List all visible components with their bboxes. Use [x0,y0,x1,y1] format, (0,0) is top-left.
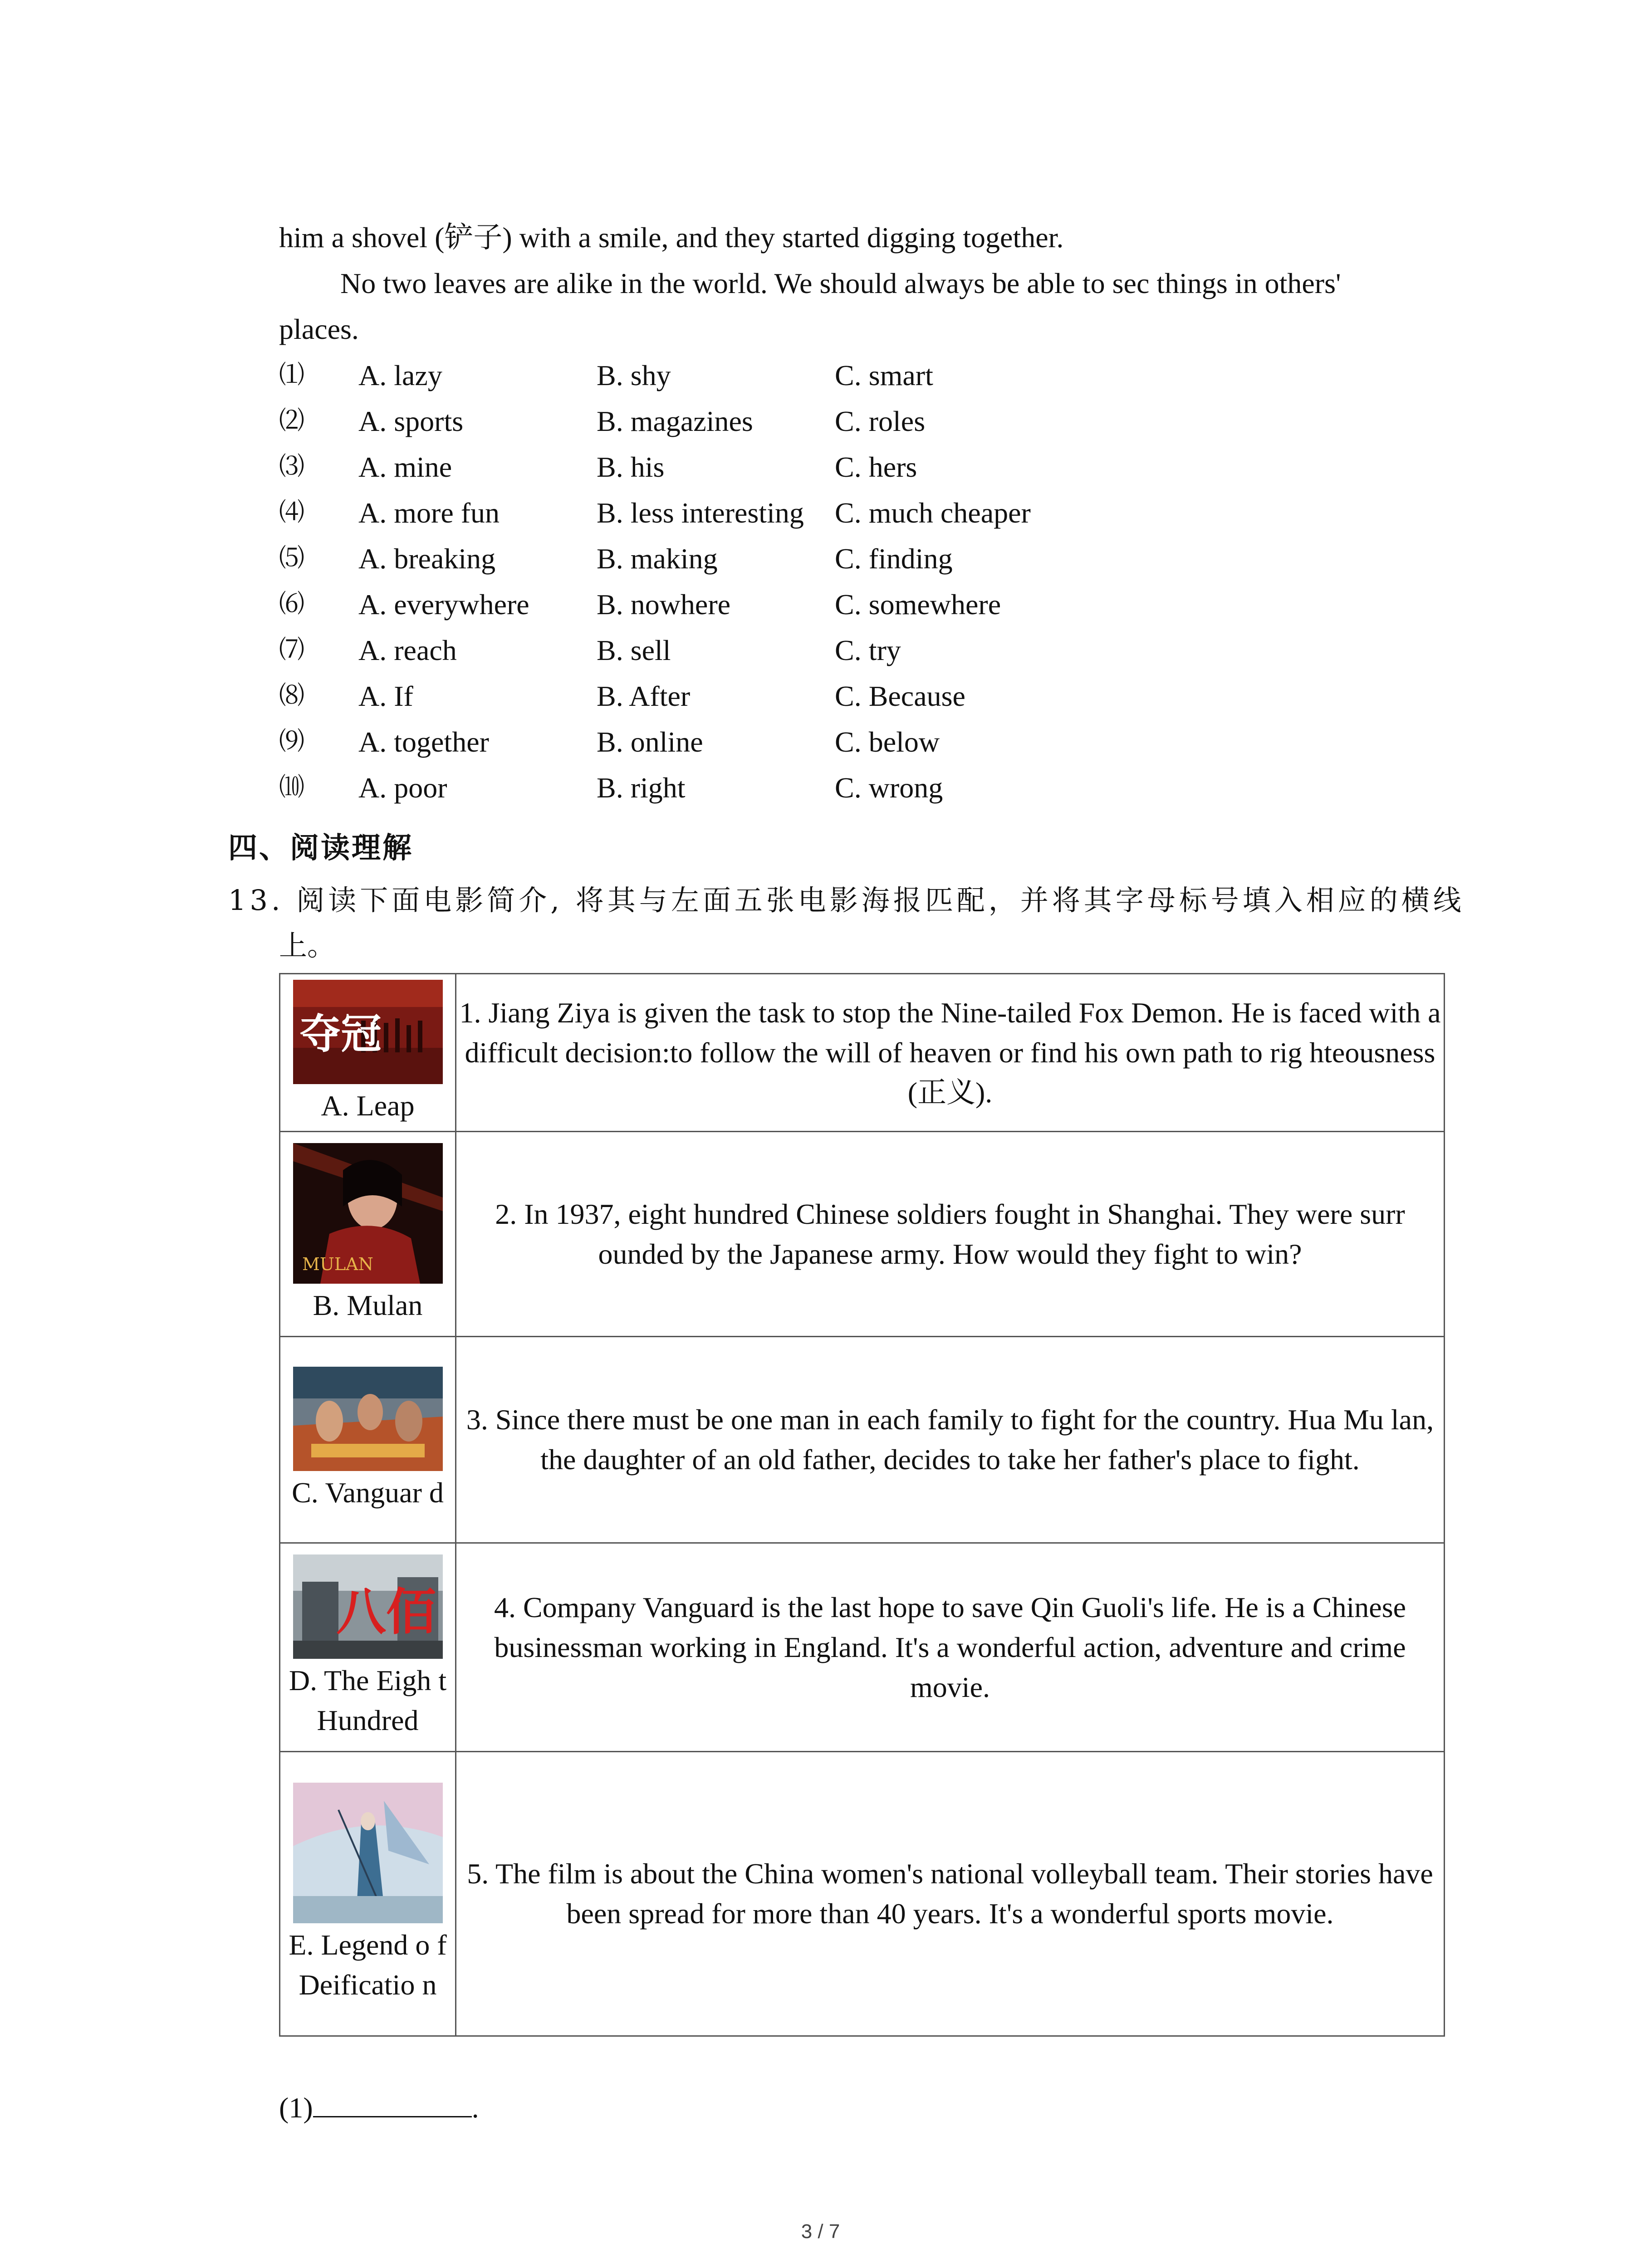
poster-cell [280,1543,456,1752]
option-c: C. finding [835,543,953,575]
option-b: B. making [597,543,718,575]
option-b: B. After [597,680,691,712]
option-a: A. everywhere [358,588,529,621]
option-c: C. much cheaper [835,497,1031,529]
poster-title-text: 八佰 [336,1583,436,1641]
option-c: C. Because [835,680,965,712]
movie-label: D. The Eigh t Hundred [289,1664,447,1736]
answer-line-1 [279,2084,479,2131]
passage-line-2: No two leaves are alike in the world. We should always be able to sec things in others' [340,267,1341,299]
answer-blank-1[interactable] [313,2084,472,2117]
option-c: C. somewhere [835,588,1001,621]
question-number: ⑹ [279,590,304,618]
page-number: 3 / 7 [801,2220,840,2243]
question-number: ⑼ [279,728,304,756]
answer-period: . [471,2092,479,2124]
poster-leap-image [293,980,443,1084]
movie-description: 1. Jiang Ziya is given the task to stop the Nine-tailed Fox Demon. He is faced with a difficult decision:to follow the will of heaven or find his own path to rig hteousness (正义). [456,974,1445,1132]
option-b: B. online [597,726,703,758]
poster-cell [280,1752,456,2036]
option-a: A. more fun [358,497,500,529]
table-row [280,1132,1445,1337]
question-number: ⑴ [279,361,304,389]
option-a: A. poor [358,772,447,804]
poster-eight-hundred-image [293,1554,443,1659]
table-row [280,1337,1445,1543]
passage-line-1: him a shovel (铲子) with a smile, and they started digging together. [279,221,1064,254]
option-c: C. try [835,634,901,666]
movie-description: 5. The film is about the China women's national volleyball team. Their stories have been spread for more than 40 years. It's a wonderful sports movie. [456,1752,1445,2036]
option-b: B. nowhere [597,588,731,621]
poster-cell [280,1132,456,1337]
poster-cell [280,1337,456,1543]
poster-mulan-image [293,1143,443,1284]
movie-description: 4. Company Vanguard is the last hope to save Qin Guoli's life. He is a Chinese businessman working in England. It's a wonderful action, adventure and crime movie. [456,1543,1445,1752]
movie-label: A. Leap [321,1089,415,1122]
question-number: ⑷ [279,499,304,527]
poster-legend-deification-image [293,1783,443,1923]
table-row [280,974,1445,1132]
question-number: ⑵ [279,407,304,435]
option-c: C. below [835,726,940,758]
option-c: C. wrong [835,772,943,804]
option-a: A. together [358,726,489,758]
option-b: B. magazines [597,405,753,437]
movie-label: B. Mulan [313,1289,423,1321]
question-number: ⑻ [279,682,304,710]
poster-title-text: 夺冠 [299,1010,382,1058]
table-row [280,1543,1445,1752]
option-a: A. breaking [358,543,496,575]
question-number: ⑺ [279,636,304,664]
section-title: 四、阅读理解 [228,831,413,865]
question-13-instruction-cont: 上。 [279,929,336,962]
option-c: C. roles [835,405,926,437]
question-number: ⑽ [279,773,304,802]
movie-label: E. Legend o f Deificatio n [289,1929,447,2001]
question-number: ⑸ [279,544,304,572]
option-a: A. mine [358,451,452,483]
option-b: B. less interesting [597,497,804,529]
poster-cell [280,974,456,1132]
option-a: A. If [358,680,413,712]
answer-number: (1) [279,2092,313,2124]
question-13-instruction: 13. 阅读下面电影简介, 将其与左面五张电影海报匹配，并将其字母标号填入相应的横线 [228,884,1465,917]
poster-vanguard-image [293,1367,443,1471]
option-b: B. right [597,772,686,804]
poster-title-text: MULAN [302,1254,373,1274]
option-b: B. sell [597,634,671,666]
movie-match-table [279,973,1445,2037]
option-a: A. lazy [358,359,442,391]
movie-label: C. Vanguar d [292,1476,444,1509]
option-b: B. shy [597,359,671,391]
option-b: B. his [597,451,665,483]
option-c: C. hers [835,451,917,483]
movie-description: 3. Since there must be one man in each family to fight for the country. Hua Mu lan, the daughter of an old father, decides to take her father's place to fight. [456,1337,1445,1543]
option-a: A. sports [358,405,464,437]
passage-line-3: places. [279,313,359,345]
option-c: C. smart [835,359,933,391]
movie-description: 2. In 1937, eight hundred Chinese soldiers fought in Shanghai. They were surr ounded by the Japanese army. How would they fight to win? [456,1132,1445,1337]
option-a: A. reach [358,634,457,666]
question-number: ⑶ [279,453,304,481]
table-row [280,1752,1445,2036]
